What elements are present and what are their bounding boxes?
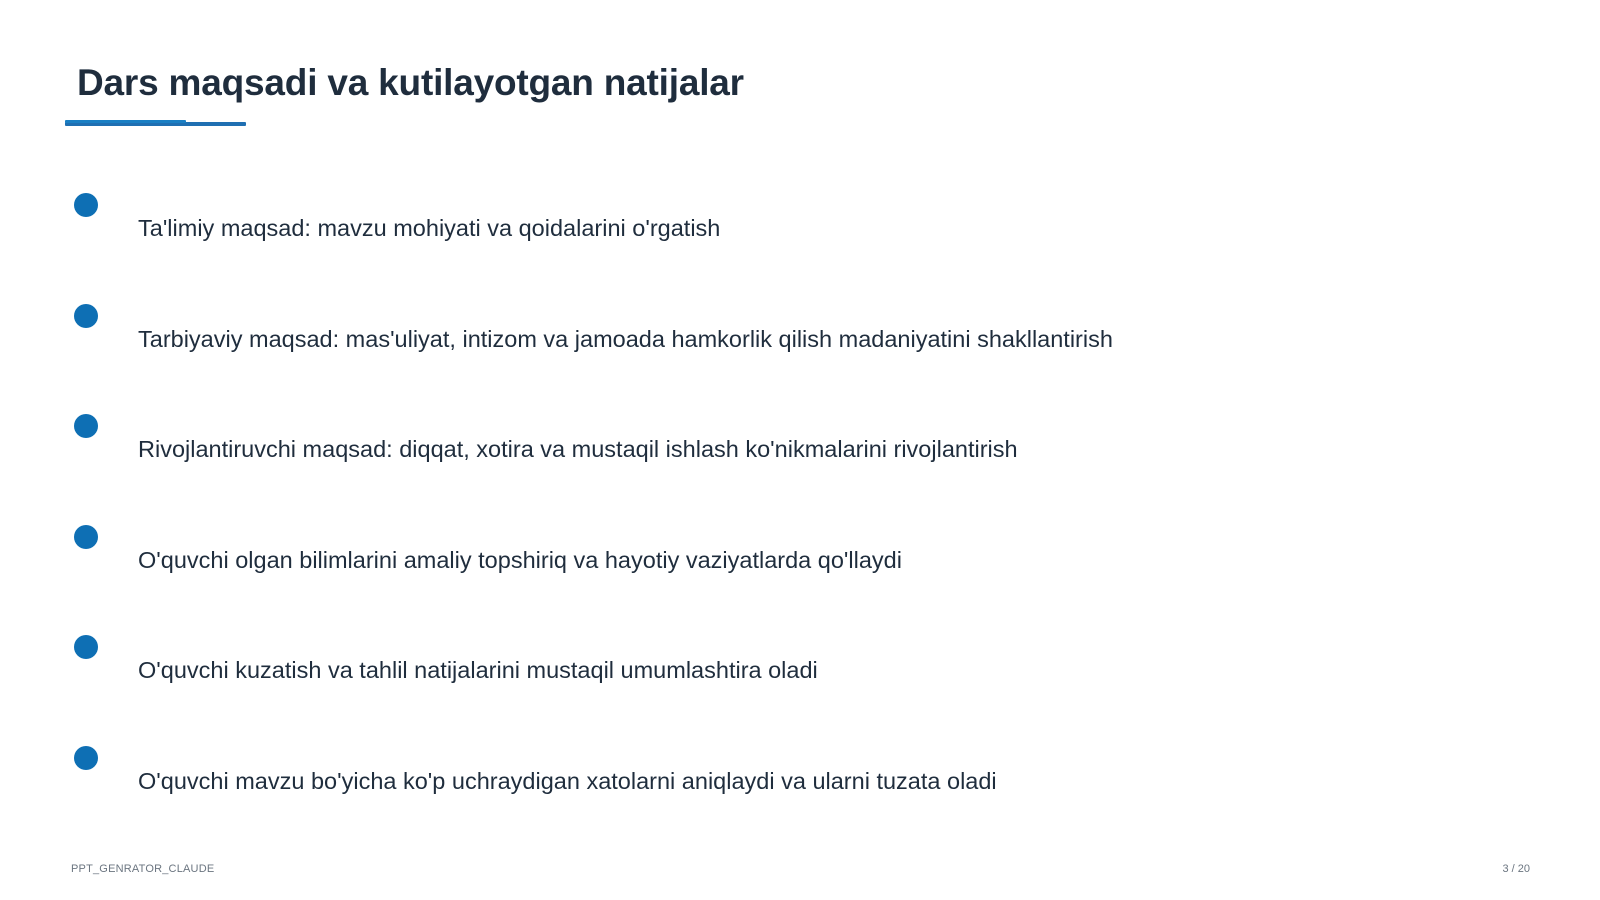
bullet-dot-icon xyxy=(74,525,98,549)
bullet-dot-icon xyxy=(74,193,98,217)
bullet-text: Tarbiyaviy maqsad: mas'uliyat, intizom va jamoada hamkorlik qilish madaniyatini shakllantirish xyxy=(138,326,1113,352)
bullet-item xyxy=(72,193,1272,253)
bullet-dot-icon xyxy=(74,414,98,438)
bullet-item xyxy=(72,746,1272,806)
bullet-item xyxy=(72,414,1272,474)
bullet-item xyxy=(72,304,1272,364)
bullet-text: O'quvchi mavzu bo'yicha ko'p uchraydigan xatolarni aniqlaydi va ularni tuzata oladi xyxy=(138,768,997,794)
slide-title: Dars maqsadi va kutilayotgan natijalar xyxy=(77,62,744,103)
footer-page-indicator: 3 / 20 xyxy=(1502,863,1530,875)
bullet-text: Rivojlantiruvchi maqsad: diqqat, xotira va mustaqil ishlash ko'nikmalarini rivojlantirish xyxy=(138,436,1018,462)
bullet-dot-icon xyxy=(74,635,98,659)
footer-source-label: PPT_GENRATOR_CLAUDE xyxy=(71,863,215,875)
bullet-dot-icon xyxy=(74,304,98,328)
bullet-text: O'quvchi kuzatish va tahlil natijalarini mustaqil umumlashtira oladi xyxy=(138,657,818,683)
bullet-text: O'quvchi olgan bilimlarini amaliy topshiriq va hayotiy vaziyatlarda qo'llaydi xyxy=(138,547,902,573)
bullet-text: Ta'limiy maqsad: mavzu mohiyati va qoidalarini o'rgatish xyxy=(138,215,721,241)
bullet-item xyxy=(72,635,1272,695)
bullet-dot-icon xyxy=(74,746,98,770)
bullet-item xyxy=(72,525,1272,585)
